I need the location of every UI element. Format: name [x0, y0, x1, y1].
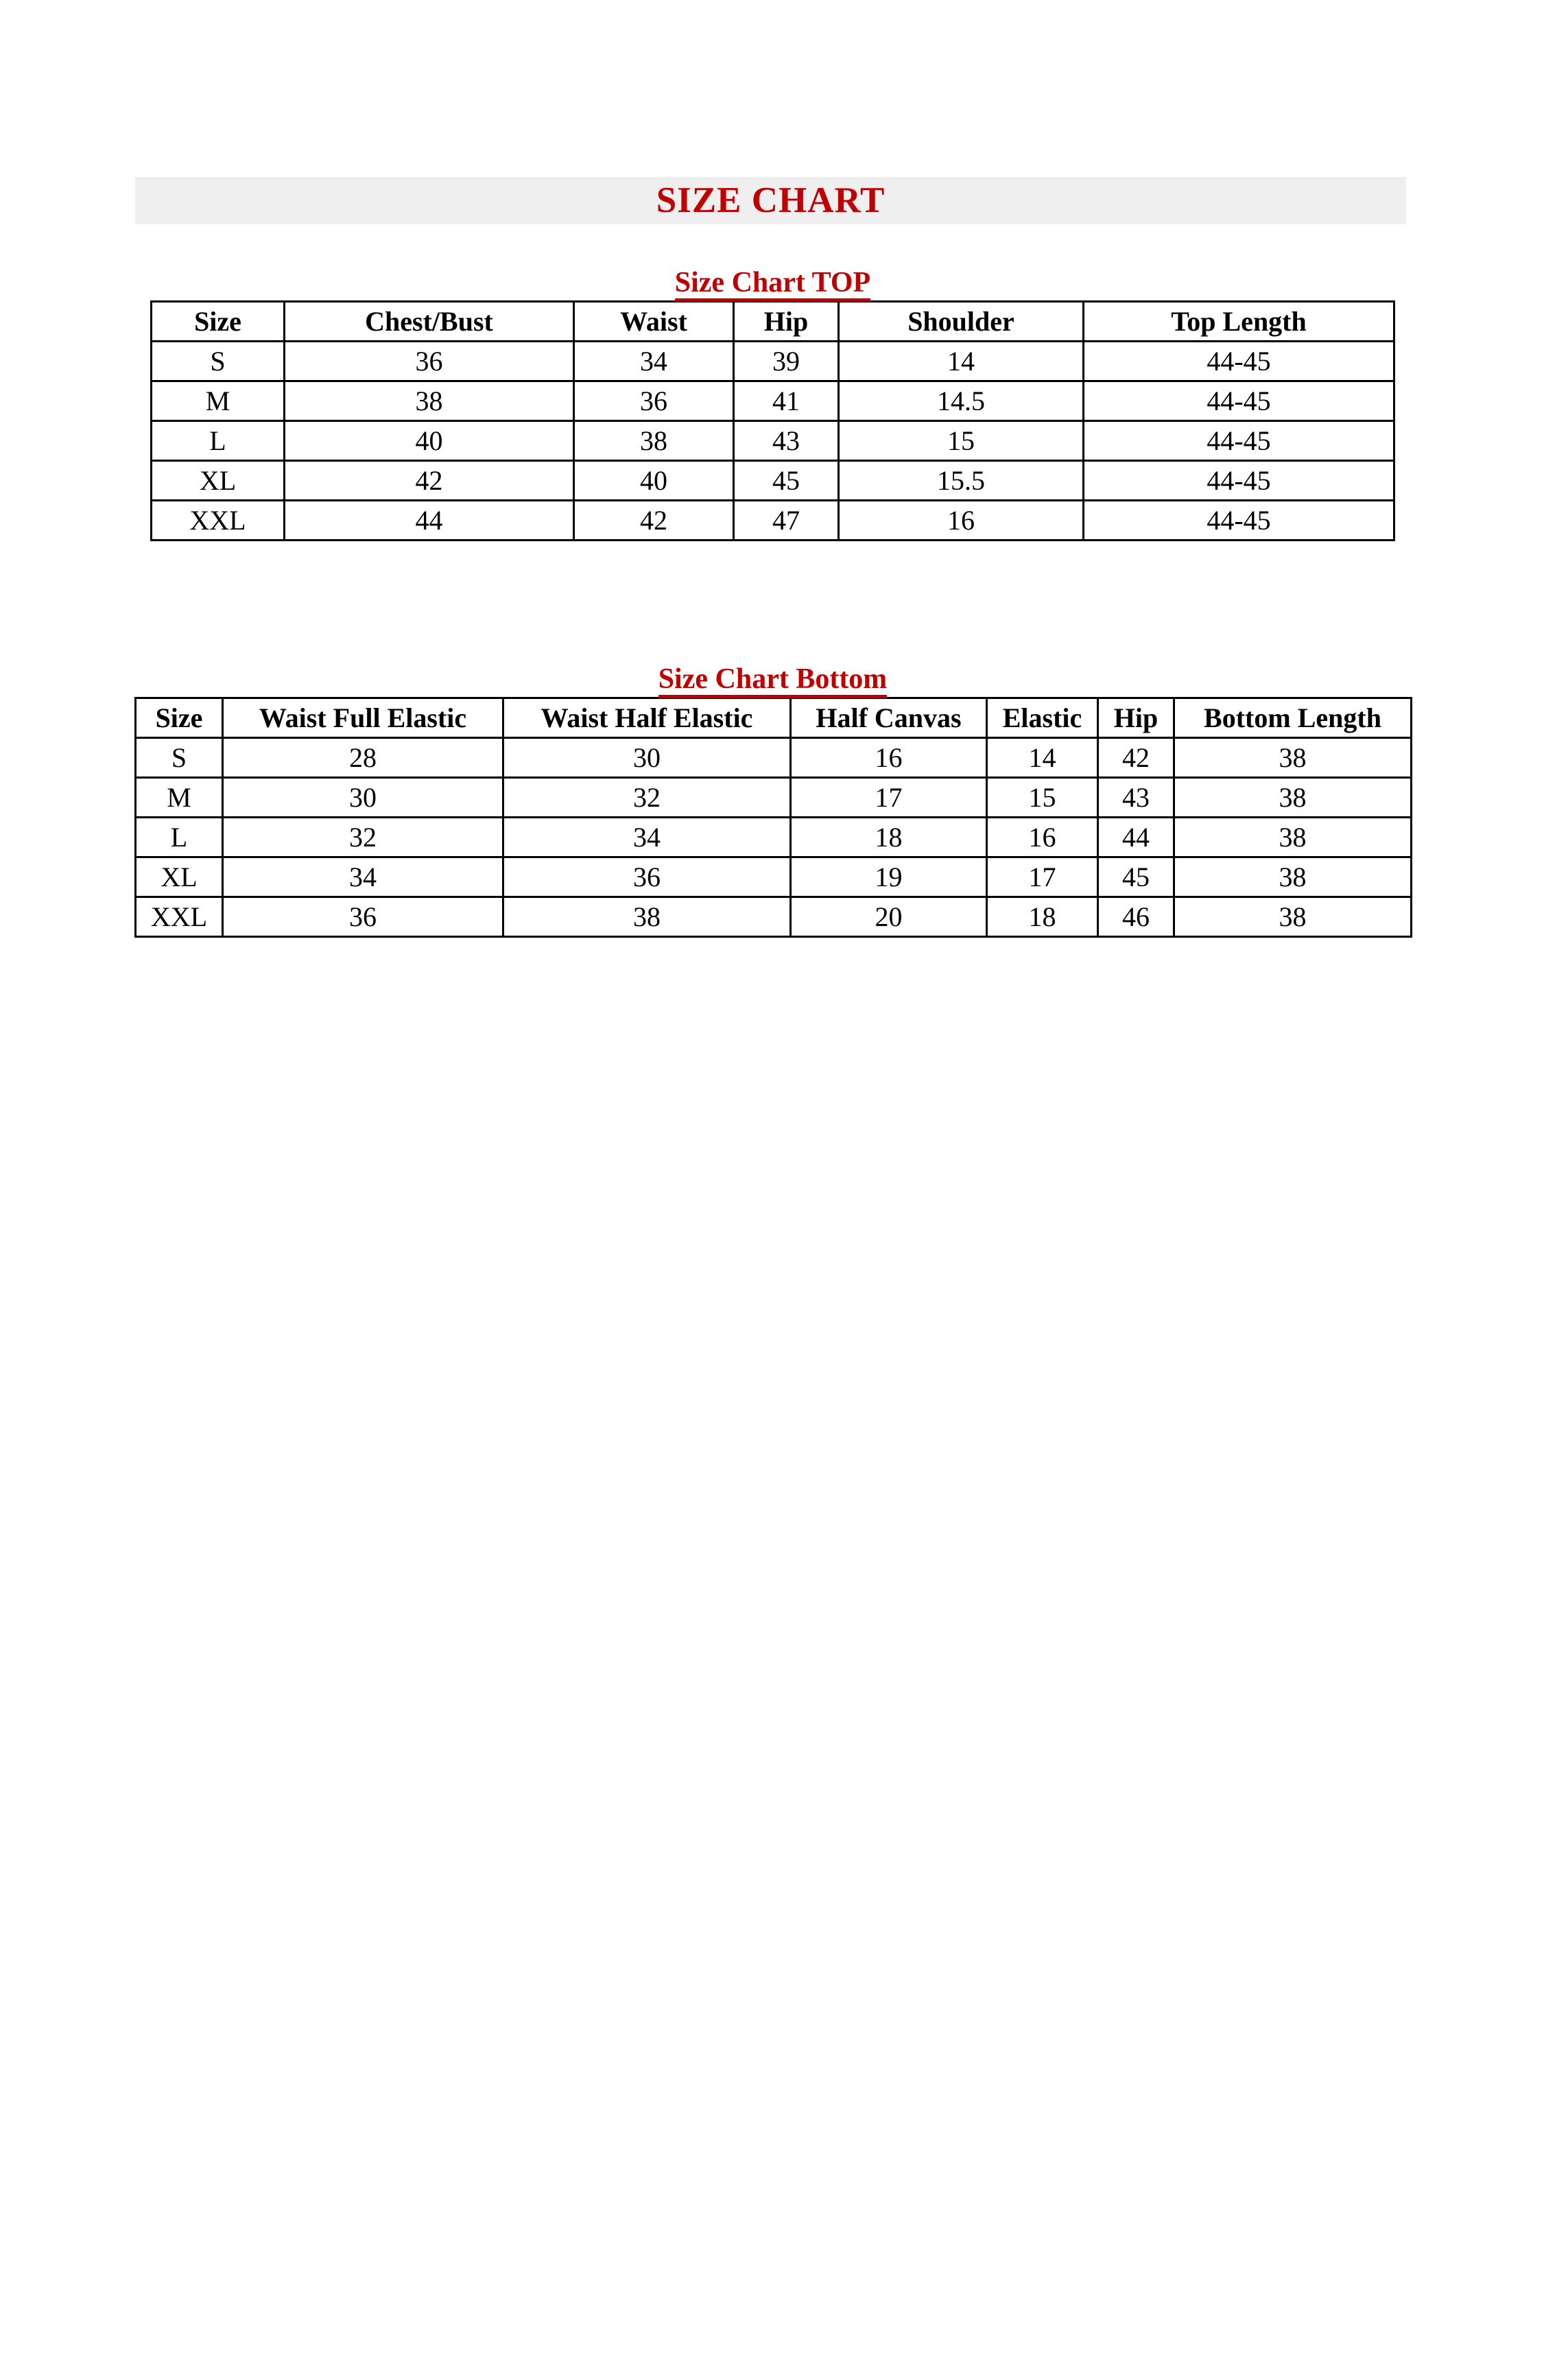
table-cell: 42 — [285, 461, 574, 501]
table-cell: 38 — [1174, 778, 1412, 818]
top-size-section — [135, 268, 1410, 541]
table-cell: 38 — [1174, 897, 1412, 937]
table-cell: 46 — [1098, 897, 1174, 937]
column-header: Waist — [574, 302, 734, 342]
bottom-table-heading: Size Chart Bottom — [658, 665, 888, 698]
table-cell: 34 — [503, 818, 791, 857]
table-cell: 32 — [223, 818, 503, 857]
size-chart-page — [135, 177, 1410, 938]
table-cell: 43 — [734, 421, 839, 461]
table-row — [136, 857, 1412, 897]
table-cell: 16 — [791, 738, 987, 778]
page-title: SIZE CHART — [656, 180, 886, 220]
table-cell: 16 — [839, 501, 1084, 541]
table-row — [152, 381, 1394, 421]
table-cell: 38 — [503, 897, 791, 937]
table-cell: 20 — [791, 897, 987, 937]
title-banner — [135, 177, 1406, 224]
top-section-heading-row — [135, 268, 1410, 300]
table-cell: 44-45 — [1084, 461, 1394, 501]
table-cell: 44-45 — [1084, 381, 1394, 421]
table-cell: 34 — [574, 342, 734, 381]
table-cell: 44-45 — [1084, 501, 1394, 541]
column-header: Bottom Length — [1174, 698, 1412, 738]
table-cell: 14.5 — [839, 381, 1084, 421]
table-cell: 17 — [791, 778, 987, 818]
table-cell: 42 — [1098, 738, 1174, 778]
table-cell: 15 — [987, 778, 1098, 818]
column-header: Top Length — [1084, 302, 1394, 342]
table-cell: 16 — [987, 818, 1098, 857]
table-cell: 15.5 — [839, 461, 1084, 501]
table-cell: 38 — [574, 421, 734, 461]
column-header: Half Canvas — [791, 698, 987, 738]
column-header: Size — [136, 698, 223, 738]
column-header: Elastic — [987, 698, 1098, 738]
table-cell: 18 — [791, 818, 987, 857]
table-row — [152, 461, 1394, 501]
table-cell: 39 — [734, 342, 839, 381]
table-cell: 44-45 — [1084, 342, 1394, 381]
table-row — [136, 897, 1412, 937]
column-header: Size — [152, 302, 285, 342]
top-table-heading: Size Chart TOP — [675, 268, 870, 302]
table-row — [136, 738, 1412, 778]
table-cell: 36 — [223, 897, 503, 937]
table-cell: 38 — [285, 381, 574, 421]
table-cell: 28 — [223, 738, 503, 778]
table-cell: 43 — [1098, 778, 1174, 818]
bottom-section-heading-row — [135, 665, 1410, 697]
table-row — [136, 778, 1412, 818]
table-cell: 19 — [791, 857, 987, 897]
table-cell: 44-45 — [1084, 421, 1394, 461]
table-cell: 32 — [503, 778, 791, 818]
table-cell: 47 — [734, 501, 839, 541]
table-cell: 45 — [1098, 857, 1174, 897]
table-cell: 36 — [574, 381, 734, 421]
table-cell: XL — [136, 857, 223, 897]
column-header: Chest/Bust — [285, 302, 574, 342]
table-cell: 44 — [285, 501, 574, 541]
table-cell: 40 — [574, 461, 734, 501]
table-cell: 36 — [503, 857, 791, 897]
table-cell: 30 — [223, 778, 503, 818]
table-cell: 30 — [503, 738, 791, 778]
table-cell: 45 — [734, 461, 839, 501]
table-cell: 14 — [839, 342, 1084, 381]
table-cell: 14 — [987, 738, 1098, 778]
table-cell: 36 — [285, 342, 574, 381]
table-cell: 44 — [1098, 818, 1174, 857]
table-cell: 15 — [839, 421, 1084, 461]
header-row — [136, 698, 1412, 738]
table-row — [152, 421, 1394, 461]
table-cell: 38 — [1174, 857, 1412, 897]
table-row — [152, 342, 1394, 381]
column-header: Waist Full Elastic — [223, 698, 503, 738]
table-cell: L — [152, 421, 285, 461]
table-cell: 18 — [987, 897, 1098, 937]
table-row — [136, 818, 1412, 857]
table-cell: 17 — [987, 857, 1098, 897]
table-cell: S — [152, 342, 285, 381]
table-cell: XXL — [136, 897, 223, 937]
table-cell: XXL — [152, 501, 285, 541]
table-cell: S — [136, 738, 223, 778]
column-header: Shoulder — [839, 302, 1084, 342]
bottom-size-section — [135, 665, 1410, 938]
bottom-size-table — [134, 697, 1412, 938]
top-size-table — [150, 300, 1395, 541]
table-cell: 38 — [1174, 738, 1412, 778]
table-cell: 38 — [1174, 818, 1412, 857]
table-cell: 41 — [734, 381, 839, 421]
column-header: Hip — [734, 302, 839, 342]
table-cell: M — [152, 381, 285, 421]
table-cell: 42 — [574, 501, 734, 541]
table-row — [152, 501, 1394, 541]
header-row — [152, 302, 1394, 342]
column-header: Hip — [1098, 698, 1174, 738]
table-cell: M — [136, 778, 223, 818]
table-cell: XL — [152, 461, 285, 501]
table-cell: L — [136, 818, 223, 857]
table-cell: 34 — [223, 857, 503, 897]
table-cell: 40 — [285, 421, 574, 461]
column-header: Waist Half Elastic — [503, 698, 791, 738]
